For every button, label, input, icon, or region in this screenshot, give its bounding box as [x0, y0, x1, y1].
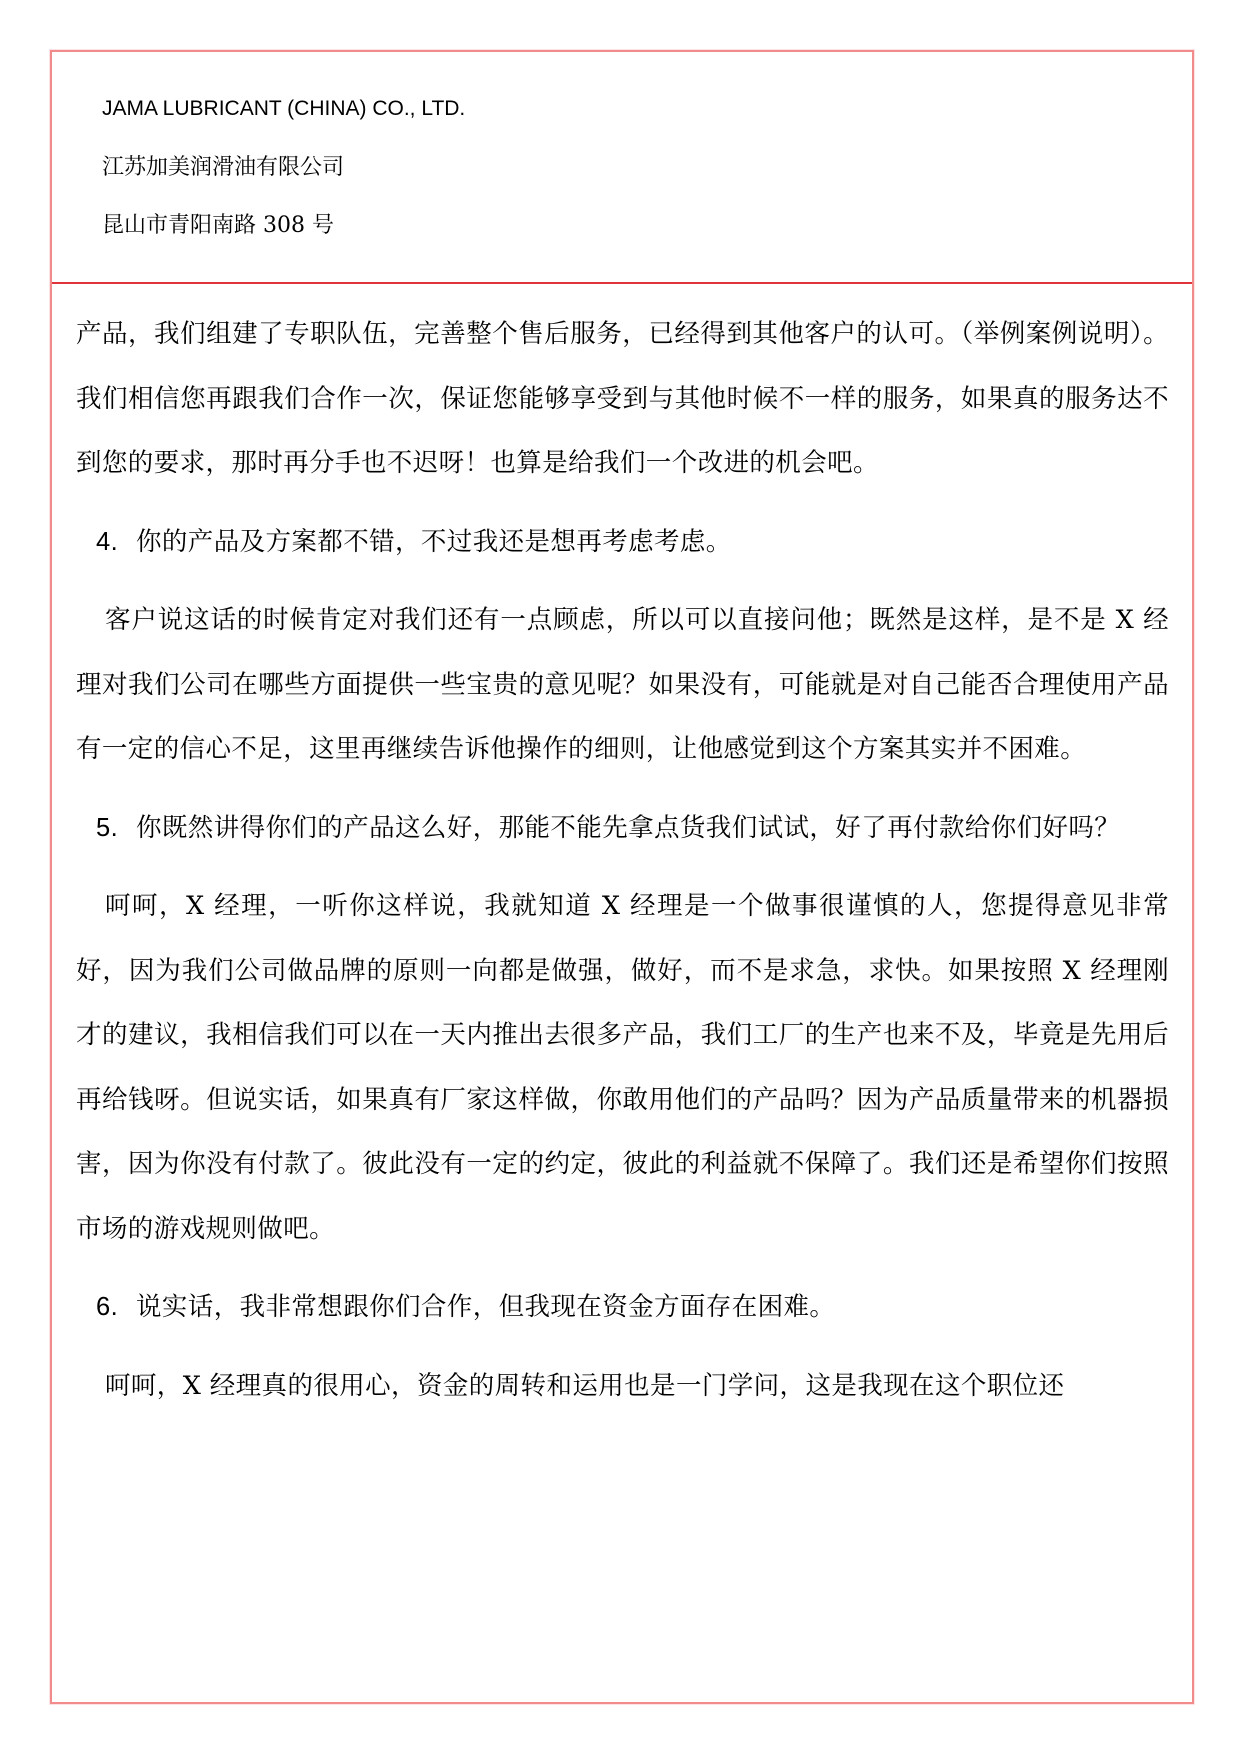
answer-4: 客户说这话的时候肯定对我们还有一点顾虑，所以可以直接问他；既然是这样，是不是 X 经理对我们公司在哪些方面提供一些宝贵的意见呢？如果没有，可能就是对自己能否合理使用产品有一定的信心不足，这里再继续告诉他操作的细则，让他感觉到这个方案其实并不困难。 — [76, 605, 1169, 764]
question-6-text: 说实话，我非常想跟你们合作，但我现在资金方面存在困难。 — [136, 1292, 836, 1322]
company-name-english: JAMA LUBRICANT (CHINA) CO., LTD. — [102, 97, 466, 120]
question-5 — [76, 796, 1169, 861]
question-4-number: 4. — [96, 527, 119, 556]
page-frame — [50, 50, 1194, 1704]
paragraph-continued: 产品，我们组建了专职队伍，完善整个售后服务，已经得到其他客户的认可。（举例案例说明）。我们相信您再跟我们合作一次，保证您能够享受到与其他时候不一样的服务，如果真的服务达不到您的要求，那时再分手也不迟呀！也算是给我们一个改进的机会吧。 — [76, 319, 1169, 478]
answer-5: 呵呵，X 经理，一听你这样说，我就知道 X 经理是一个做事很谨慎的人，您提得意见非常好，因为我们公司做品牌的原则一向都是做强，做好，而不是求急，求快。如果按照 X 经理刚才的建议，我相信我们可以在一天内推出去很多产品，我们工厂的生产也来不及，毕竟是先用后再给钱呀。但说实话，如果真有厂家这样做，你敢用他们的产品吗？因为产品质量带来的机器损害，因为你没有付款了。彼此没有一定的约定，彼此的利益就不保障了。我们还是希望你们按照市场的游戏规则做吧。 — [76, 891, 1169, 1244]
question-4-text: 你的产品及方案都不错，不过我还是想再考虑考虑。 — [136, 526, 732, 557]
company-name-chinese: 江苏加美润滑油有限公司 — [102, 155, 345, 180]
question-5-text: 你既然讲得你们的产品这么好，那能不能先拿点货我们试试，好了再付款给你们好吗？ — [136, 812, 1121, 843]
question-6-number: 6. — [96, 1293, 119, 1321]
answer-6: 呵呵，X 经理真的很用心，资金的周转和运用也是一门学问，这是我现在这个职位还 — [105, 1370, 1065, 1401]
letterhead — [52, 52, 1192, 284]
document-body — [76, 302, 1169, 1418]
company-address: 昆山市青阳南路 308 号 — [102, 213, 334, 238]
question-4 — [76, 510, 1169, 575]
question-5-number: 5. — [96, 813, 119, 842]
question-6 — [76, 1275, 1169, 1340]
